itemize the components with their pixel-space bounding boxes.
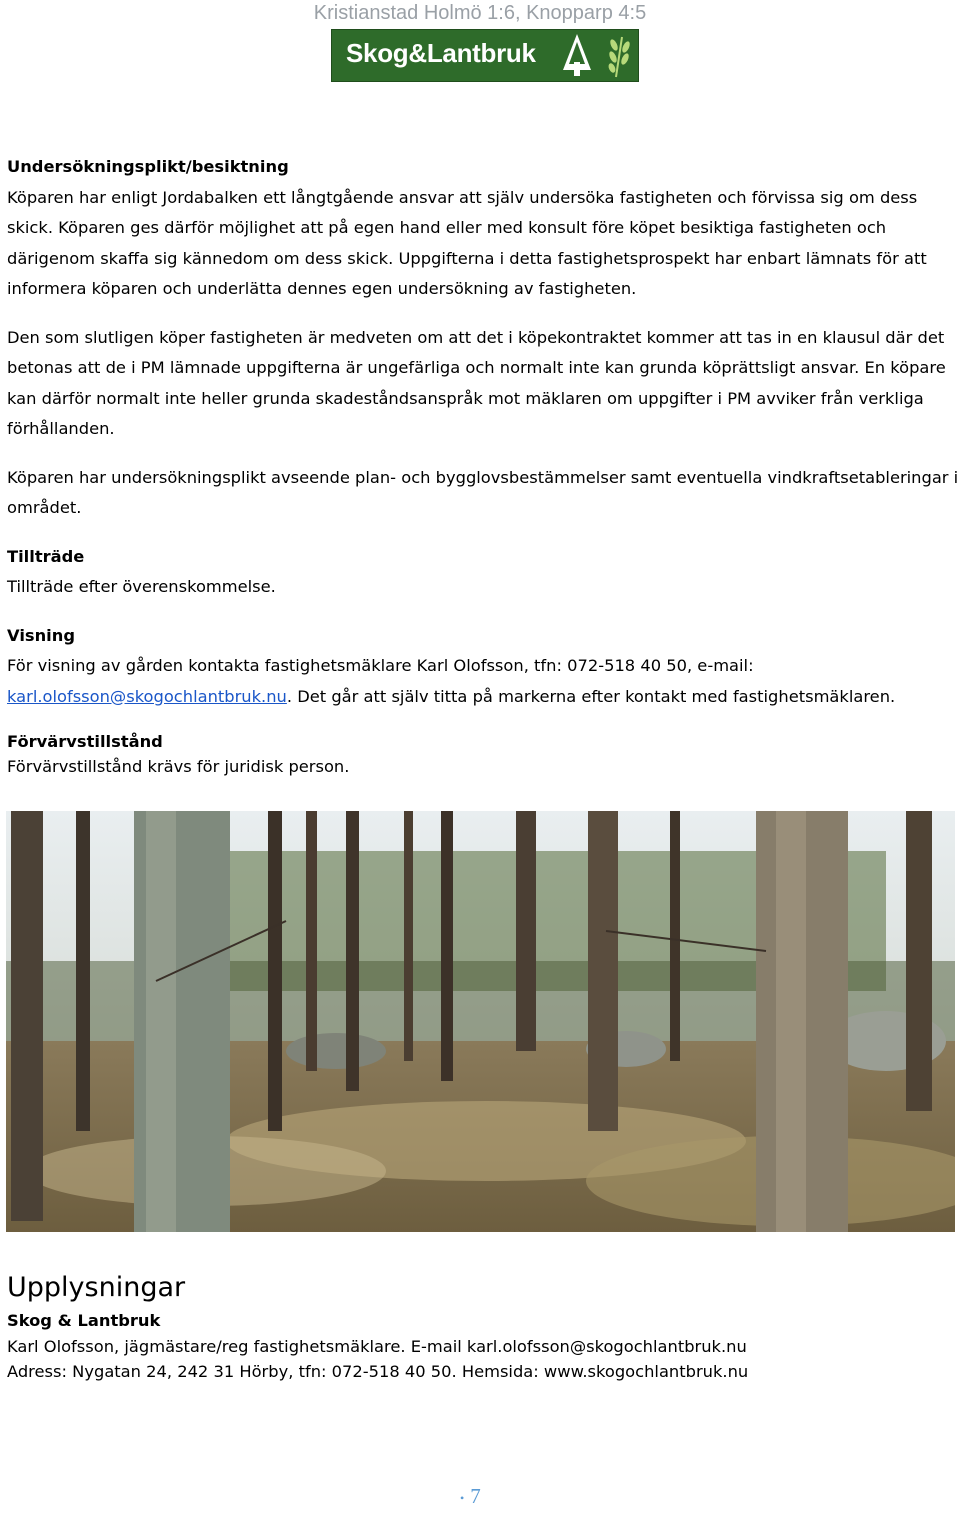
upplysningar-section xyxy=(7,1270,957,1385)
tree-icon xyxy=(557,32,597,78)
document-header-title: Kristianstad Holmö 1:6, Knopparp 4:5 xyxy=(313,2,647,24)
spacer xyxy=(7,524,959,542)
heading-undersokningsplikt: Undersökningsplikt/besiktning xyxy=(7,157,289,176)
bullet-icon: • xyxy=(460,1490,465,1505)
upplysningar-contact-line: Karl Olofsson, jägmästare/reg fastighetsmäklare. E-mail karl.olofsson@skogochlantbruk.nu xyxy=(7,1336,747,1356)
visning-text-before: För visning av gården kontakta fastighetsmäklare Karl Olofsson, tfn: 072-518 40 50, e-mail: xyxy=(7,656,754,675)
company-logo xyxy=(331,29,639,82)
heading-tilltrade: Tillträde xyxy=(7,546,85,566)
upplysningar-address-line: Adress: Nygatan 24, 242 31 Hörby, tfn: 072-518 40 50. Hemsida: www.skogochlantbruk.nu xyxy=(7,1362,749,1381)
spacer xyxy=(7,603,959,621)
spacer xyxy=(7,305,959,323)
paragraph-tilltrade: Tillträde efter överenskommelse. xyxy=(7,577,276,596)
logo-text: Skog&Lantbruk xyxy=(346,38,536,68)
spacer xyxy=(7,445,959,463)
page-number: 7 xyxy=(470,1484,481,1508)
heading-forvarvstillstand: Förvärvstillstånd xyxy=(7,732,163,751)
paragraph-visning xyxy=(7,651,959,712)
spacer xyxy=(7,712,959,730)
heading-visning: Visning xyxy=(7,625,76,645)
upplysningar-company: Skog & Lantbruk xyxy=(7,1311,161,1330)
page-footer xyxy=(460,1484,481,1509)
document-body xyxy=(7,152,959,780)
forest-photo xyxy=(6,811,955,1232)
visning-text-after: . Det går att själv titta på markerna efter kontakt med fastighetsmäklaren. xyxy=(286,686,896,706)
email-link[interactable]: karl.olofsson@skogochlantbruk.nu xyxy=(7,686,287,706)
paragraph-undersokning-3: Köparen har undersökningsplikt avseende plan- och bygglovsbestämmelser samt eventuella vindkraftsetableringar i området. xyxy=(7,467,959,517)
paragraph-undersokning-1: Köparen har enligt Jordabalken ett långtgående ansvar att själv undersöka fastigheten och förvissa sig om dess skick. Köparen ges därför möjlighet att på egen hand eller med konsult före köpet besiktiga fastigheten och därigenom skaffa sig kännedom om dess skick. Uppgifterna i detta fastighetsprospekt har enbart lämnats för att informera köparen och underlätta dennes egen undersökning av fastigheten. xyxy=(7,187,927,298)
paragraph-forvarvstillstand: Förvärvstillstånd krävs för juridisk person. xyxy=(7,757,350,776)
paragraph-undersokning-2: Den som slutligen köper fastigheten är medveten om att det i köpekontraktet kommer att tas in en klausul där det betonas att de i PM lämnade uppgifterna är ungefärliga och normalt inte kan grunda köprättsligt ansvar. En köpare kan därför normalt inte heller grunda skadeståndsanspråk mot mäklaren om uppgifter i PM avviker från verkliga förhållanden. xyxy=(7,327,946,438)
wheat-icon xyxy=(602,33,632,79)
forest-photo-illustration xyxy=(6,811,955,1232)
upplysningar-title: Upplysningar xyxy=(7,1272,186,1303)
